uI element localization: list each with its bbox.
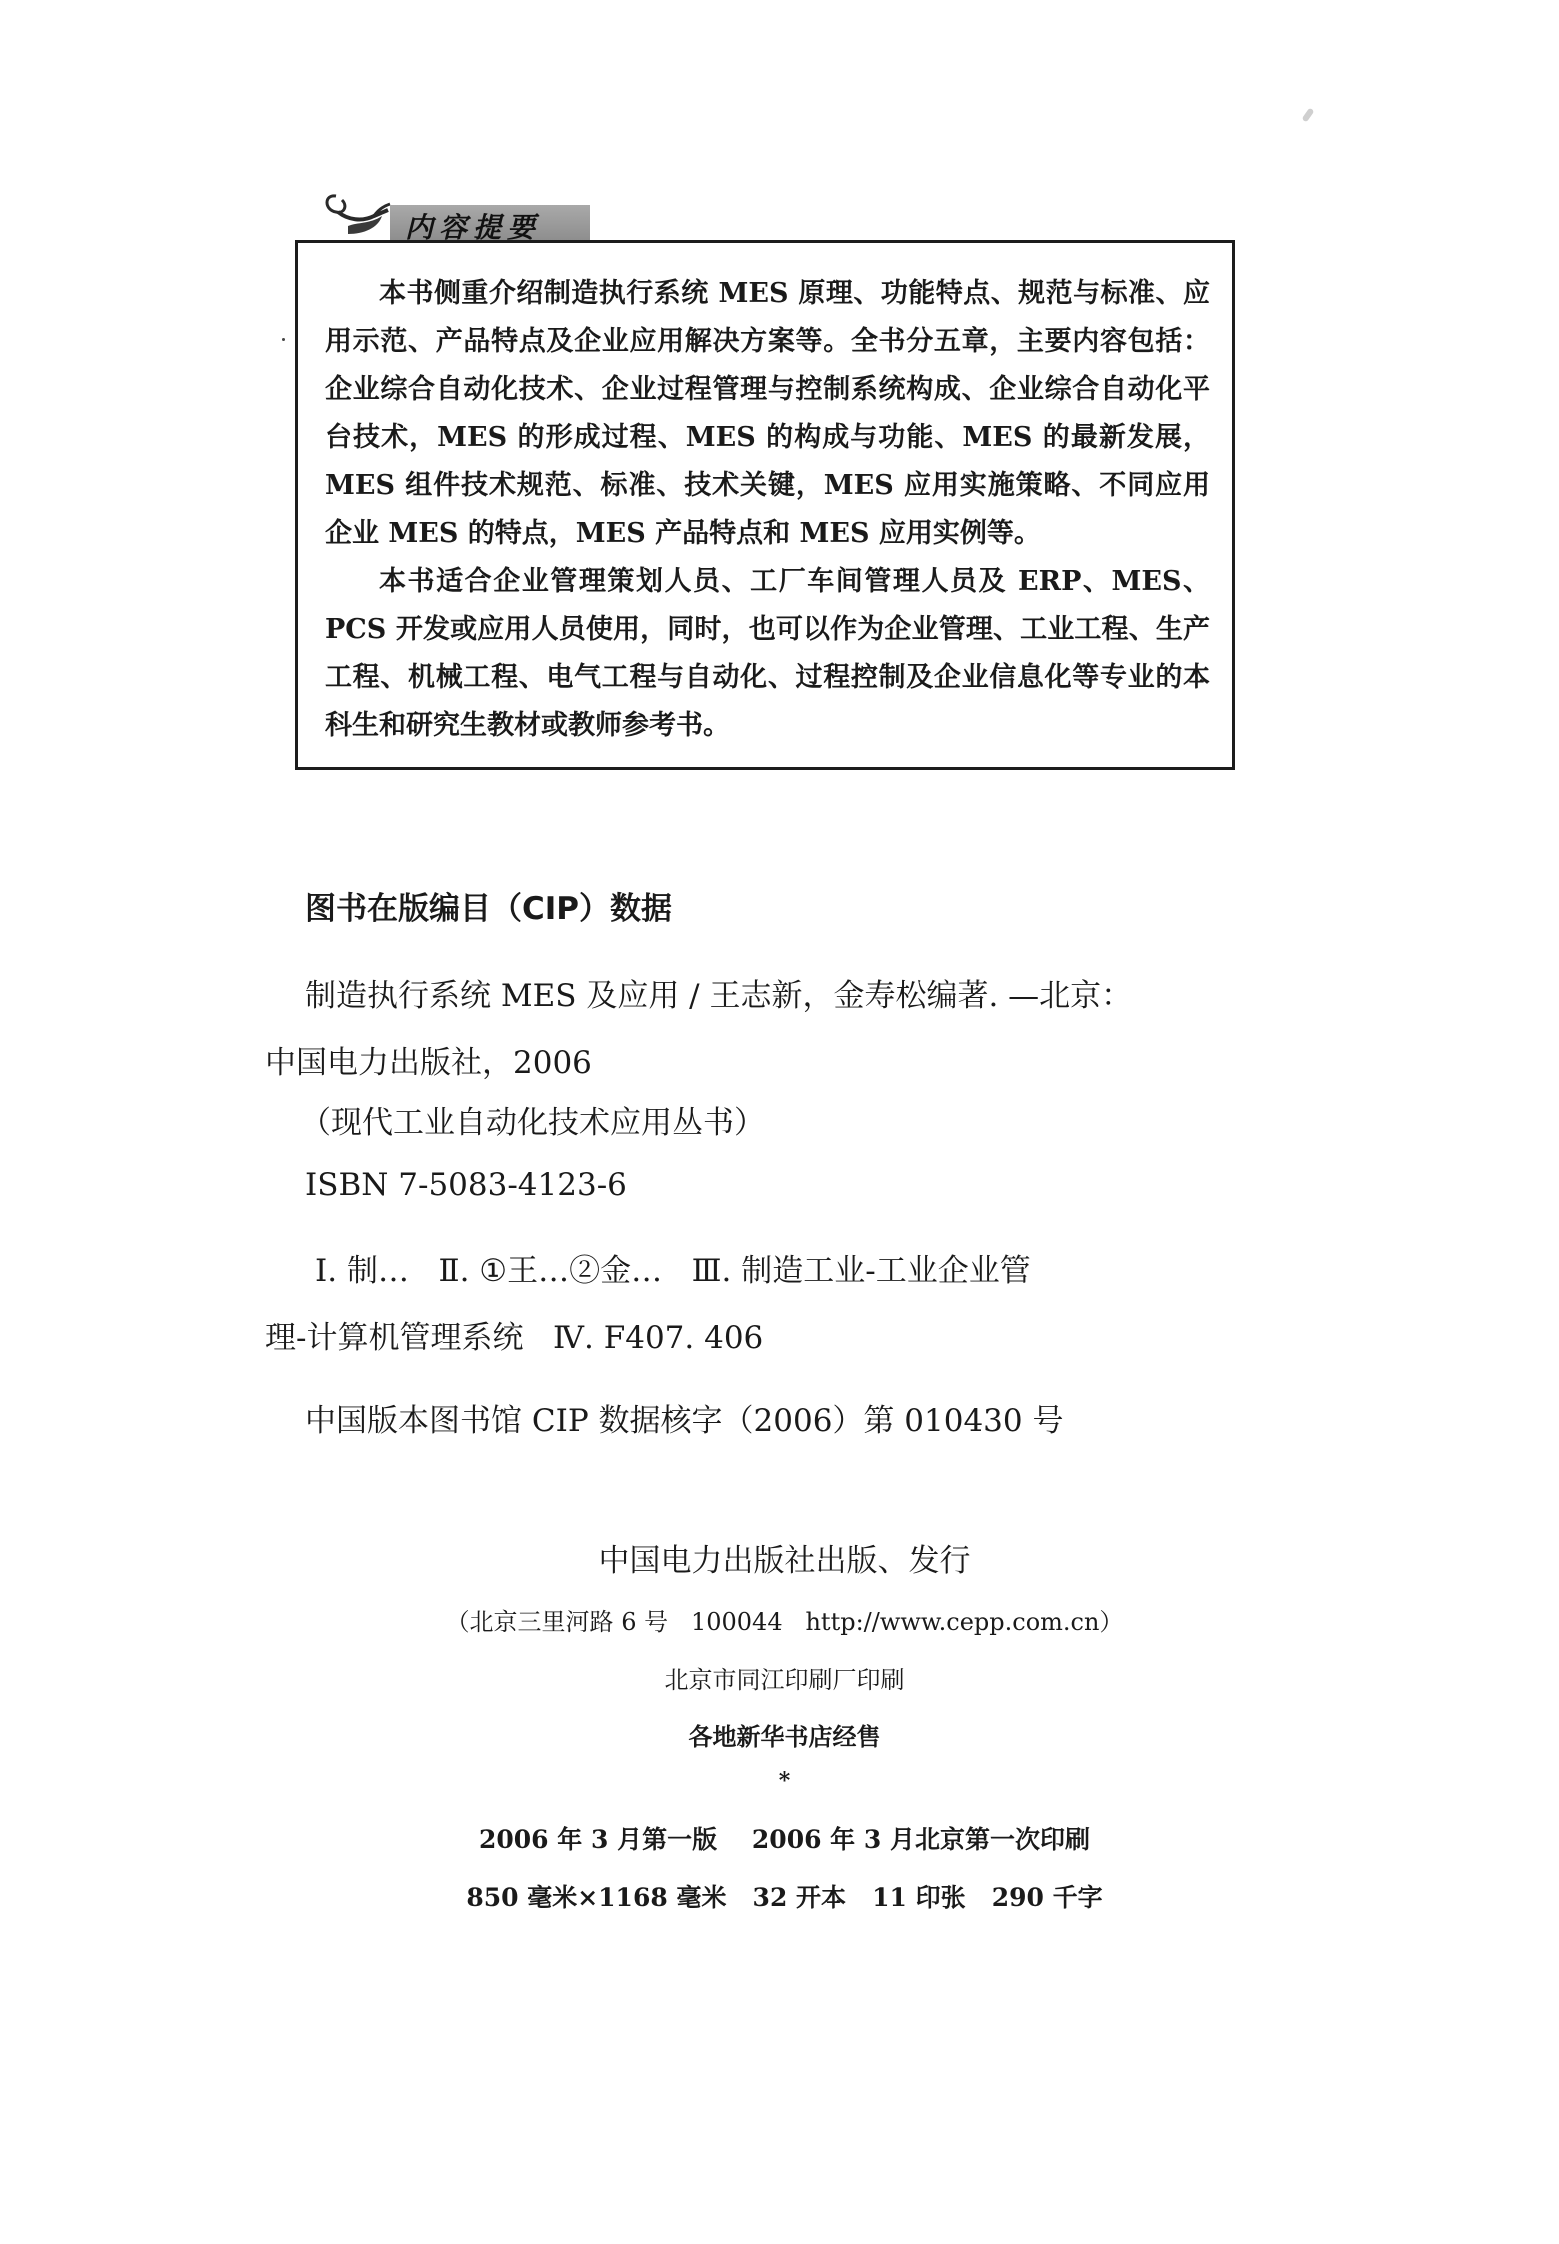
scroll-ribbon-icon [318, 176, 388, 242]
distributor-line: 各地新华书店经售 [688, 1722, 881, 1751]
cip-classification-line-cont: 理-计算机管理系统 Ⅳ. F407. 406 [265, 1320, 764, 1356]
format-line: 850 毫米×1168 毫米 32 开本 11 印张 290 千字 [466, 1883, 1103, 1912]
edition-line: 2006 年 3 月第一版 2006 年 3 月北京第一次印刷 [479, 1825, 1090, 1854]
cip-heading: 图书在版编目（CIP）数据 [305, 891, 673, 927]
cip-title-line: 制造执行系统 MES 及应用 / 王志新，金寿松编著. —北京： [305, 978, 1133, 1014]
cip-series-line: （现代工业自动化技术应用丛书） [300, 1105, 765, 1141]
cip-classification-line: Ⅰ. 制… Ⅱ. ①王…②金… Ⅲ. 制造工业-工业企业管 [315, 1253, 1031, 1289]
summary-text [325, 270, 1210, 750]
cip-isbn-line: ISBN 7-5083-4123-6 [305, 1167, 627, 1203]
summary-header [318, 198, 388, 242]
summary-paragraph: 本书适合企业管理策划人员、工厂车间管理人员及 ERP、MES、PCS 开发或应用人员使用，同时，也可以作为企业管理、工业工程、生产工程、机械工程、电气工程与自动化、过程控制及企业信息化等专业的本科生和研究生教材或教师参考书。 [325, 566, 1210, 741]
summary-title: 内容提要 [405, 211, 542, 244]
printer-line: 北京市同江印刷厂印刷 [664, 1666, 905, 1694]
separator-star: * [778, 1768, 791, 1794]
cip-publisher-line: 中国电力出版社，2006 [265, 1045, 592, 1081]
cip-record-number: 中国版本图书馆 CIP 数据核字（2006）第 010430 号 [305, 1403, 1064, 1439]
scan-artifact [282, 338, 285, 341]
scan-artifact [1302, 108, 1315, 123]
publisher-line: 中国电力出版社出版、发行 [598, 1543, 971, 1579]
publisher-address: （北京三里河路 6 号 100044 http://www.cepp.com.cn） [445, 1608, 1124, 1636]
summary-paragraph: 本书侧重介绍制造执行系统 MES 原理、功能特点、规范与标准、应用示范、产品特点及企业应用解决方案等。全书分五章，主要内容包括：企业综合自动化技术、企业过程管理与控制系统构成、企业综合自动化平台技术，MES 的形成过程、MES 的构成与功能、MES 的最新发展，MES 组件技术规范、标准、技术关键，MES 应用实施策略、不同应用企业 MES 的特点，MES 产品特点和 MES 应用实例等。 [325, 278, 1210, 549]
